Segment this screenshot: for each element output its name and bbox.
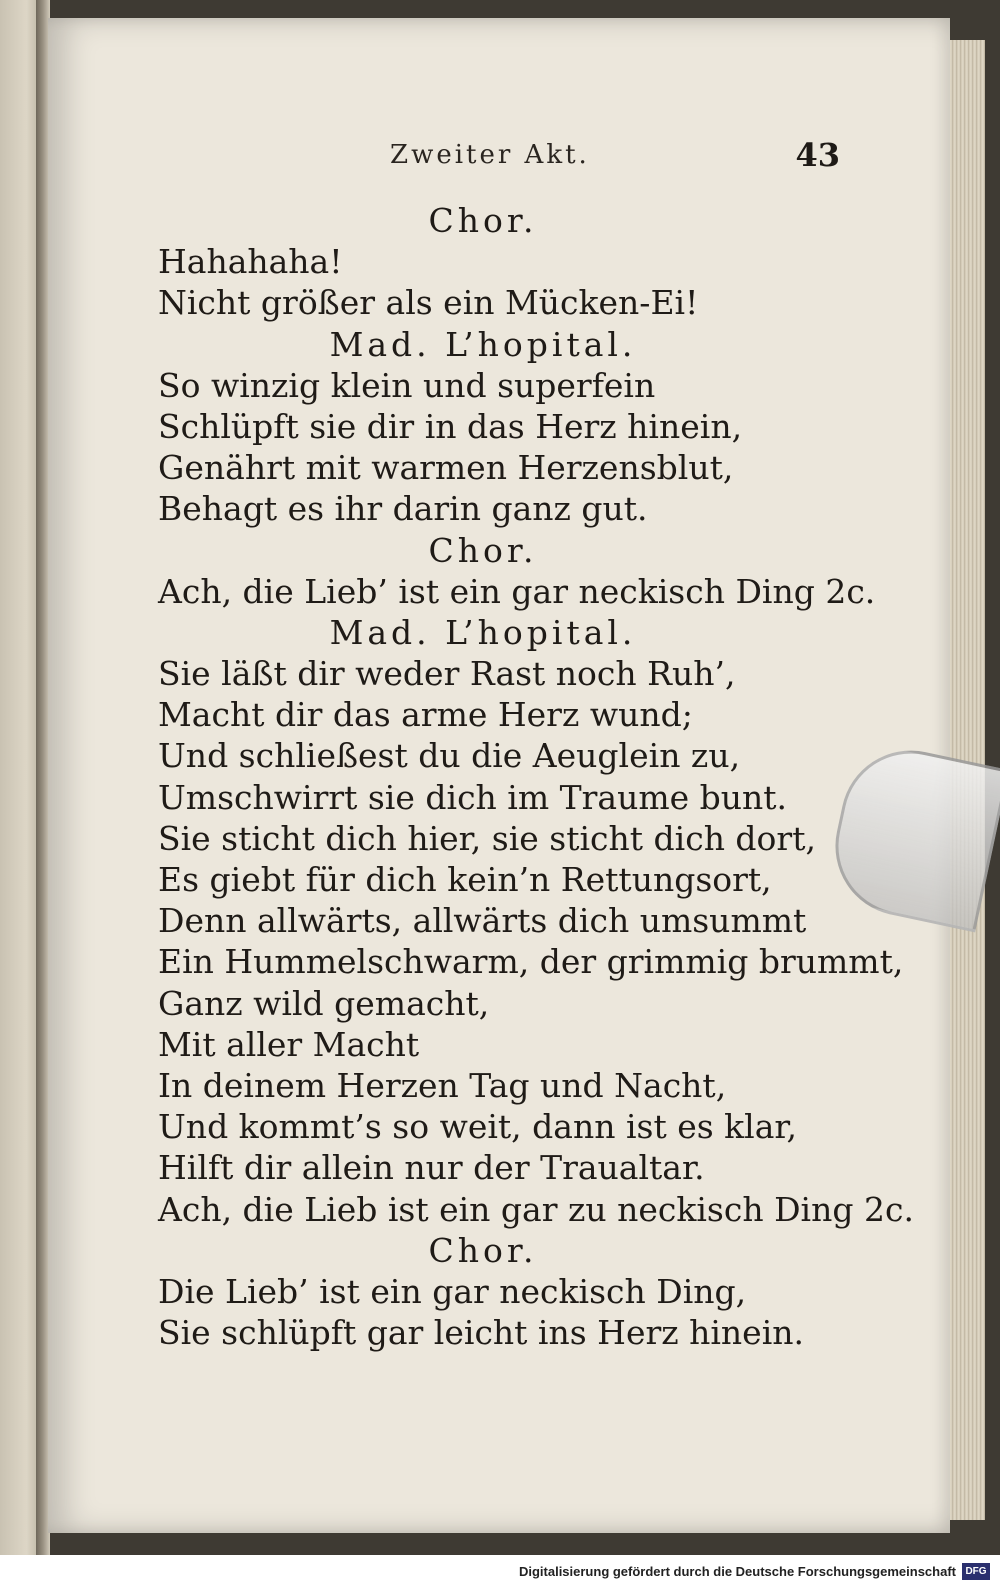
verse-line: Die Lieb’ ist ein gar neckisch Ding, — [158, 1271, 747, 1311]
dfg-logo: DFG — [962, 1563, 990, 1580]
digitization-footer — [0, 1555, 1000, 1590]
speaker-line: Mad. L’hopital. — [329, 612, 637, 652]
verse-line: Umschwirrt sie dich im Traume bunt. — [158, 777, 788, 817]
verse-line: Ach, die Lieb ist ein gar zu neckisch Ding 2c. — [158, 1189, 914, 1229]
speaker-line: Mad. L’hopital. — [329, 324, 637, 364]
verse-line: Mit aller Macht — [158, 1024, 420, 1064]
verse-line: Ein Hummelschwarm, der grimmig brummt, — [158, 942, 904, 982]
page-header — [120, 136, 840, 180]
funding-credit: Digitalisierung gefördert durch die Deutsche Forschungsgemeinschaft — [518, 1564, 956, 1579]
page-number: 43 — [795, 136, 840, 174]
libretto-text — [158, 200, 914, 1353]
verse-line: Ach, die Lieb’ ist ein gar neckisch Ding 2c. — [158, 571, 876, 611]
verse-line: Es giebt für dich kein’n Rettungsort, — [158, 860, 772, 899]
verse-line: Genährt mit warmen Herzensblut, — [158, 448, 734, 488]
speaker-line: Chor. — [428, 201, 538, 240]
verse-line: Behagt es ihr darin ganz gut. — [158, 489, 648, 529]
speaker-line: Chor. — [428, 530, 538, 570]
verse-line: Nicht größer als ein Mücken-Ei! — [158, 283, 699, 323]
verse-line: Schlüpft sie dir in das Herz hinein, — [158, 406, 743, 446]
verse-line: Ganz wild gemacht, — [158, 983, 490, 1023]
verse-line: Sie schlüpft gar leicht ins Herz hinein. — [158, 1313, 805, 1353]
speaker-line: Chor. — [428, 1230, 538, 1270]
verse-line: In deinem Herzen Tag und Nacht, — [158, 1065, 727, 1105]
running-head: Zweiter Akt. — [390, 140, 590, 170]
verse-line: So winzig klein und superfein — [158, 365, 656, 405]
verse-line: Hahahaha! — [158, 242, 343, 282]
verse-line: Sie sticht dich hier, sie sticht dich dort, — [158, 818, 816, 858]
verse-line: Hilft dir allein nur der Traualtar. — [158, 1148, 705, 1188]
verse-line: Denn allwärts, allwärts dich umsummt — [158, 901, 807, 941]
verse-line: Sie läßt dir weder Rast noch Ruh’, — [158, 654, 736, 694]
verse-line: Und schließest du die Aeuglein zu, — [158, 736, 741, 776]
verse-line: Und kommt’s so weit, dann ist es klar, — [158, 1107, 798, 1147]
verse-line: Macht dir das arme Herz wund; — [158, 695, 693, 735]
